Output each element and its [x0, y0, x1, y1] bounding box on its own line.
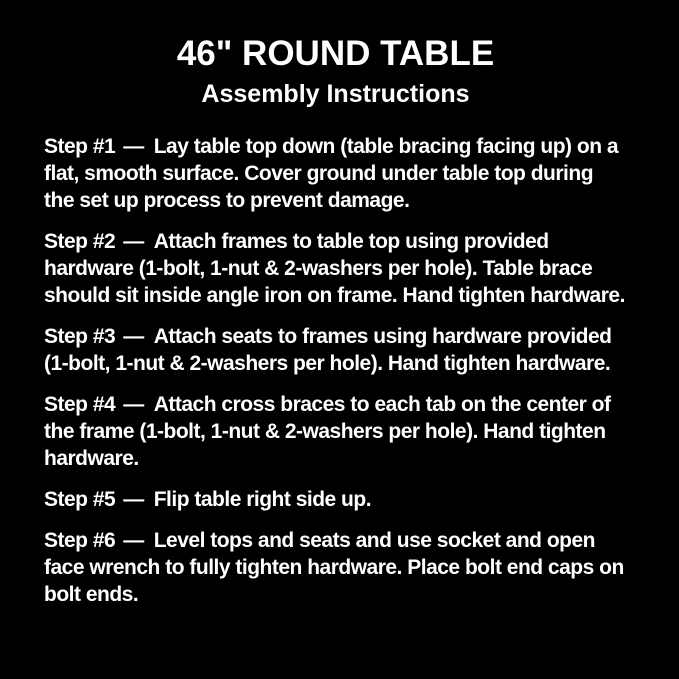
- step-2-label: Step #2: [44, 230, 116, 253]
- step-1-text: Lay table top down (table bracing facing up) on a flat, smooth surface. Cover ground under table top during the set up process to prevent damage.: [44, 135, 619, 212]
- step-2-text: Attach frames to table top using provided hardware (1-bolt, 1-nut & 2-washers per hole). Table brace should sit inside angle iron on frame. Hand tighten hardware.: [44, 230, 625, 307]
- step-5: [44, 486, 627, 513]
- step-2-dash: —: [123, 230, 144, 253]
- step-5-label: Step #5: [44, 488, 116, 511]
- step-3-dash: —: [123, 325, 144, 348]
- page-subtitle: Assembly Instructions: [201, 80, 470, 108]
- step-4-text: Attach cross braces to each tab on the center of the frame (1-bolt, 1-nut & 2-washers per hole). Hand tighten hardware.: [44, 393, 611, 470]
- step-5-text: Flip table right side up.: [153, 488, 372, 511]
- step-2: [44, 228, 627, 309]
- step-4: [44, 391, 627, 472]
- step-3-text: Attach seats to frames using hardware provided (1-bolt, 1-nut & 2-washers per hole). Hand tighten hardware.: [44, 325, 612, 375]
- step-3-label: Step #3: [44, 325, 116, 348]
- page-title: 46" ROUND TABLE: [176, 34, 495, 73]
- step-6-text: Level tops and seats and use socket and open face wrench to fully tighten hardware. Place bolt end caps on bolt ends.: [44, 529, 624, 606]
- step-6: [44, 527, 627, 608]
- step-1-dash: —: [123, 135, 144, 158]
- step-1: [44, 133, 627, 214]
- step-1-label: Step #1: [44, 135, 116, 158]
- step-4-label: Step #4: [44, 393, 116, 416]
- steps-list: [44, 133, 627, 608]
- step-3: [44, 323, 627, 377]
- step-5-dash: —: [123, 488, 144, 511]
- step-6-dash: —: [123, 529, 144, 552]
- step-4-dash: —: [123, 393, 144, 416]
- step-6-label: Step #6: [44, 529, 116, 552]
